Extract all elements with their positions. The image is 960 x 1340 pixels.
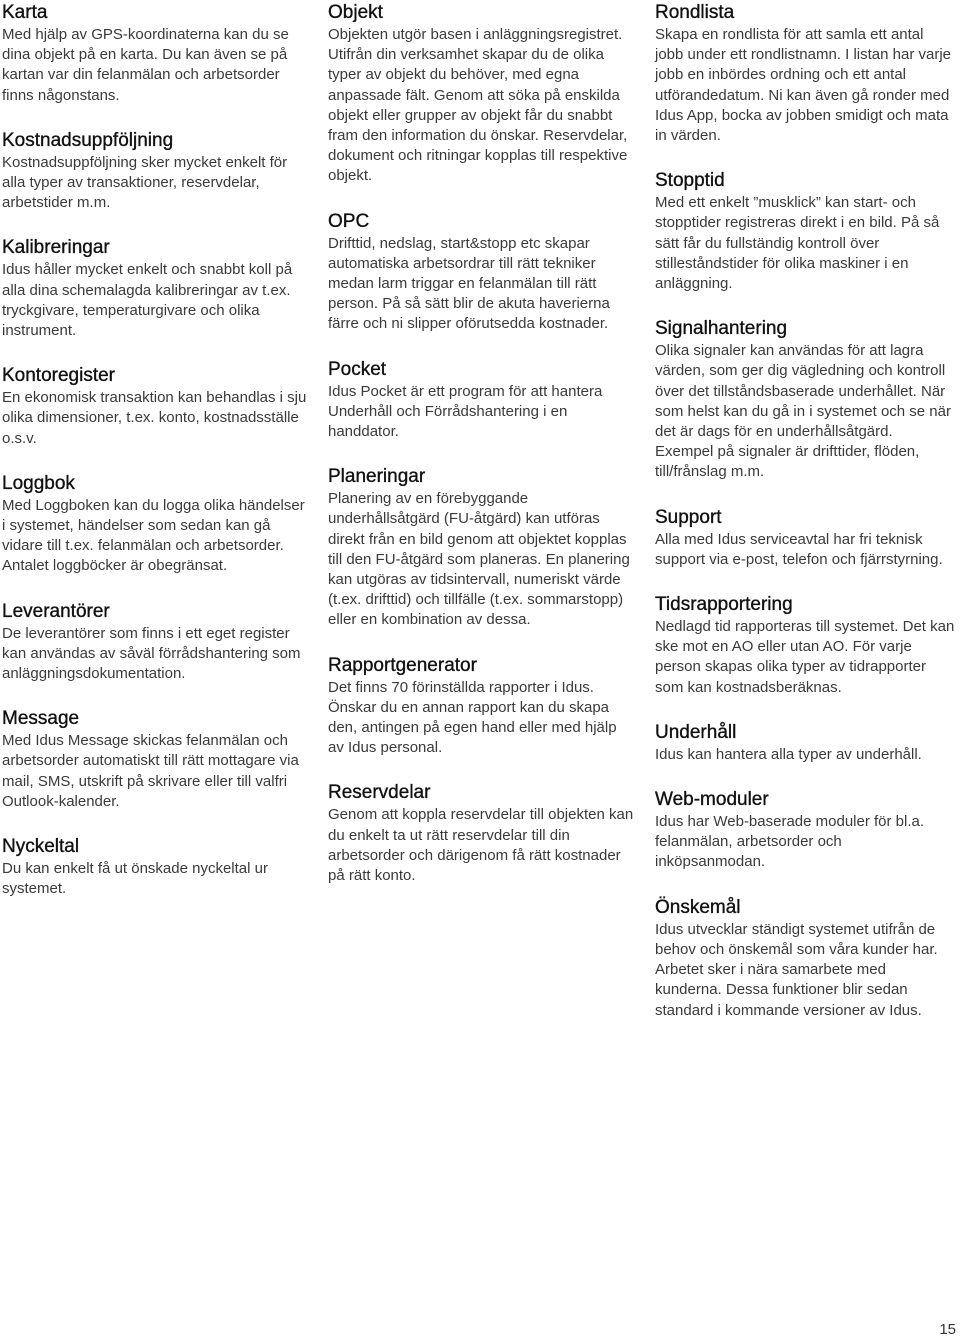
section-heading: Rapportgenerator: [328, 654, 477, 676]
section-heading: Karta: [2, 2, 48, 23]
section-body: Objekten utgör basen i anläggningsregistret. Utifrån din verksamhet skapar du de olika typer av objekt du behöver, med egna anpassade fält. Genom att söka på enskilda objekt eller grupper av objekt får du snabbt fram den information du önskar. Reservdelar, dokument och ritningar kopplas till respektive objekt.: [328, 26, 628, 185]
section-kontoregister: [2, 365, 307, 449]
section-heading: Signalhantering: [655, 318, 788, 340]
section-loggbok: [2, 473, 307, 577]
section-leverantorer: [2, 601, 307, 685]
section-heading: Kostnadsuppföljning: [2, 129, 174, 151]
section-body: Kostnadsuppföljning sker mycket enkelt för alla typer av transaktioner, reservdelar, arbetstider m.m.: [2, 153, 288, 212]
section-underhall: [655, 722, 955, 765]
section-body: Skapa en rondlista för att samla ett antal jobb under ett rondlistnamn. I listan har varje jobb en inbördes ordning och ett antal utförandedatum. Ni kan även gå ronder med Idus App, bocka av jobben smidigt och mata in värden.: [655, 26, 951, 145]
section-body: Idus håller mycket enkelt och snabbt koll på alla dina schemalagda kalibreringar av t.ex. tryckgivare, temperaturgivare och olika instrument.: [2, 261, 293, 340]
section-heading: Message: [2, 708, 80, 730]
section-heading: Support: [655, 506, 722, 528]
section-heading: Kontoregister: [2, 365, 116, 387]
section-opc: [328, 211, 634, 335]
section-heading: Loggbok: [2, 472, 75, 494]
section-message: [2, 708, 307, 812]
section-heading: Web-moduler: [655, 789, 769, 811]
section-heading: Tidsrapportering: [655, 594, 793, 616]
section-body: Idus kan hantera alla typer av underhåll.: [655, 745, 922, 763]
section-rondlista: [655, 2, 955, 146]
section-onskemal: [655, 897, 955, 1021]
section-body: Idus har Web-baserade moduler för bl.a. felanmälan, arbetsorder och inköpsanmodan.: [655, 813, 925, 871]
section-tidsrapportering: [655, 594, 955, 698]
section-body: Med Loggboken kan du logga olika händelser i systemet, händelser som sedan kan gå vidare till t.ex. felanmälan och arbetsorder. Antalet loggböcker är obegränsat.: [2, 496, 305, 575]
section-heading: Önskemål: [655, 896, 741, 918]
section-planeringar: [328, 466, 634, 630]
column-1: [2, 2, 307, 923]
section-body: Drifttid, nedslag, start&stopp etc skapar automatiska arbetsordrar till rätt tekniker medan larm triggar en felanmälan till rätt person. På så sätt blir de akuta haverierna färre och ni slipper oförutsedda kostnader.: [328, 234, 610, 333]
section-rapportgenerator: [328, 655, 634, 759]
section-heading: Objekt: [328, 2, 383, 23]
section-kalibreringar: [2, 237, 307, 341]
section-kostnadsuppfoljning: [2, 130, 307, 214]
section-pocket: [328, 359, 634, 443]
section-reservdelar: [328, 782, 634, 886]
section-stopptid: [655, 170, 955, 294]
section-signalhantering: [655, 318, 955, 482]
section-heading: Pocket: [328, 358, 387, 380]
section-body: En ekonomisk transaktion kan behandlas i sju olika dimensioner, t.ex. konto, kostnadsställe o.s.v.: [2, 389, 307, 447]
section-heading: Underhåll: [655, 721, 737, 743]
section-heading: Leverantörer: [2, 600, 110, 622]
section-body: De leverantörer som finns i ett eget register kan användas av såväl förrådshantering som anläggningsdokumentation.: [2, 624, 301, 683]
section-heading: Stopptid: [655, 170, 725, 192]
section-body: Nedlagd tid rapporteras till systemet. Det kan ske mot en AO eller utan AO. För varje person skapas olika typer av tidrapporter som kan kostnadsberäknas.: [655, 618, 955, 696]
section-body: Med ett enkelt ”musklick” kan start- och stopptider registreras direkt i en bild. På så sätt får du fullständig kontroll över stilleståndstider för olika maskiner i en anläggning.: [655, 194, 940, 293]
section-heading: Reservdelar: [328, 782, 431, 804]
section-body: Med hjälp av GPS-koordinaterna kan du se dina objekt på en karta. Du kan även se på kartan var din felanmälan och arbetsorder finns någonstans.: [2, 26, 289, 104]
section-body: Med Idus Message skickas felanmälan och arbetsorder automatiskt till rätt mottagare via mail, SMS, utskrift på skrivare eller till valfri Outlook-kalender.: [2, 732, 299, 810]
section-body: Alla med Idus serviceavtal har fri teknisk support via e-post, telefon och fjärrstyrning.: [655, 530, 943, 568]
section-heading: OPC: [328, 210, 370, 232]
page-number: 15: [939, 1321, 956, 1338]
section-body: Genom att koppla reservdelar till objekten kan du enkelt ta ut rätt reservdelar till din arbetsorder och därigenom få rätt kostnader på rätt konto.: [328, 806, 634, 885]
section-nyckeltal: [2, 836, 307, 899]
section-heading: Nyckeltal: [2, 836, 80, 858]
section-objekt: [328, 2, 634, 187]
section-heading: Rondlista: [655, 2, 735, 23]
section-body: Idus utvecklar ständigt systemet utifrån de behov och önskemål som våra kunder har. Arbetet sker i nära samarbete med kunderna. Dessa funktioner blir sedan standard i kommande versioner av Idus.: [655, 920, 938, 1019]
section-heading: Planeringar: [328, 466, 426, 488]
column-2: [328, 2, 634, 910]
column-3: [655, 2, 955, 1045]
section-support: [655, 507, 955, 570]
section-body: Du kan enkelt få ut önskade nyckeltal ur systemet.: [2, 860, 268, 898]
section-body: Idus Pocket är ett program för att hantera Underhåll och Förrådshantering i en handdator.: [328, 382, 603, 441]
section-body: Olika signaler kan användas för att lagra värden, som ger dig vägledning och kontroll över det tillståndsbaserade underhållet. När som helst kan du gå in i systemet och se när det är dags för en underhållsåtgärd. Exempel på signaler är drifttider, flöden, till/frånslag m.m.: [655, 342, 951, 481]
section-web-moduler: [655, 789, 955, 873]
section-karta: [2, 2, 307, 106]
section-heading: Kalibreringar: [2, 237, 110, 259]
section-body: Det finns 70 förinställda rapporter i Idus. Önskar du en annan rapport kan du skapa den, antingen på egen hand eller med hjälp av Idus personal.: [328, 678, 617, 757]
section-body: Planering av en förebyggande underhållsåtgärd (FU-åtgärd) kan utföras direkt från en bild genom att objektet kopplas till den FU-åtgärd som planeras. En planering kan utgöras av tidsintervall, numeriskt värde (t.ex. drifttid) och tillfälle (t.ex. sommarstopp) eller en kombination av dessa.: [328, 490, 630, 629]
